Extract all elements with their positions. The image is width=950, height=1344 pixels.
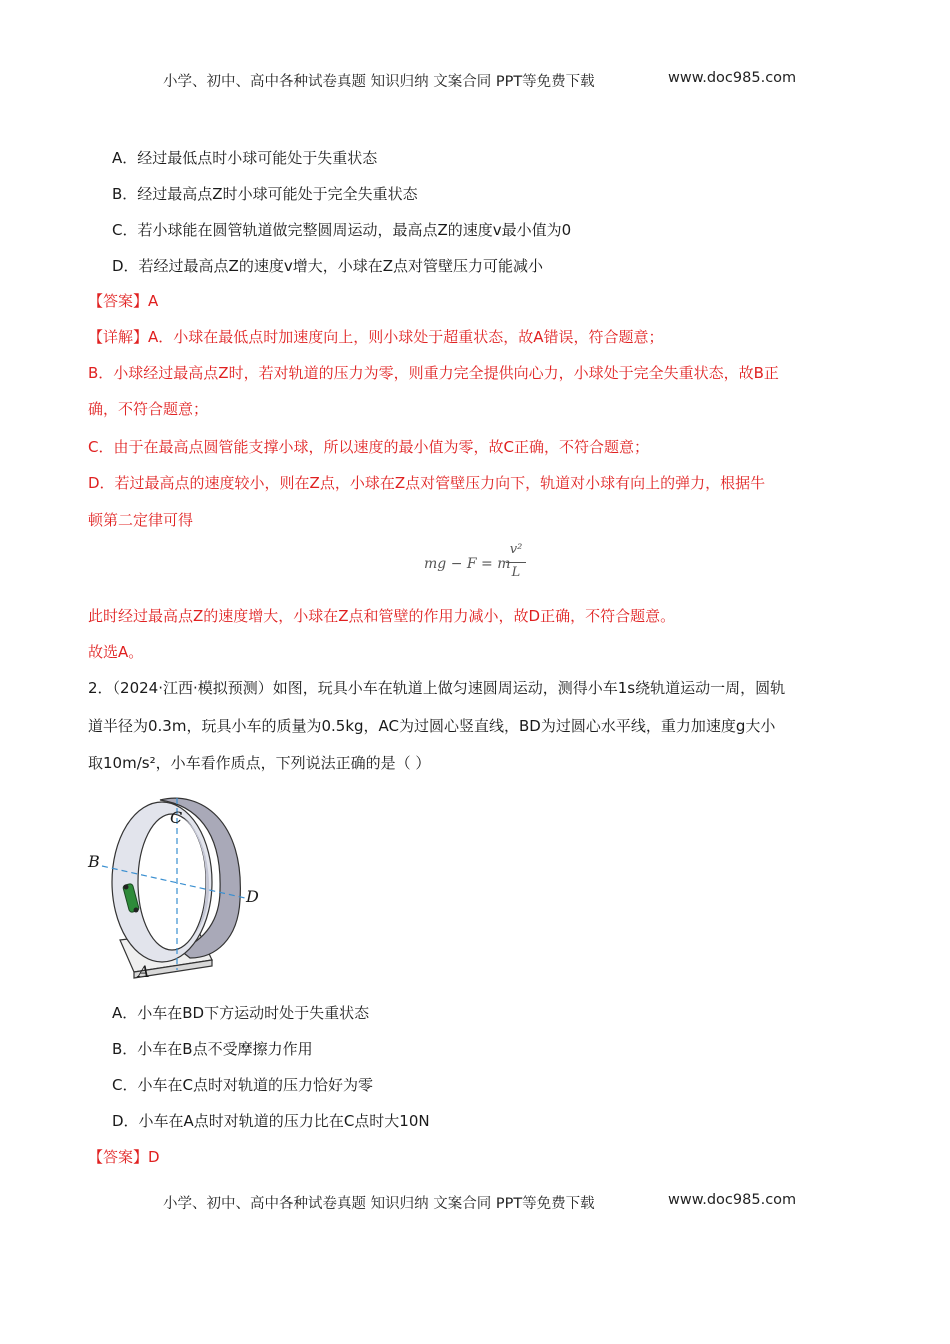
label-d: D bbox=[246, 887, 259, 906]
formula-numerator: v² bbox=[509, 542, 523, 557]
label-b: B bbox=[88, 852, 100, 871]
q1-option-c: C．若小球能在圆管轨道做完整圆周运动，最高点Z的速度v最小值为0 bbox=[112, 221, 572, 239]
q2-option-a: A．小车在BD下方运动时处于失重状态 bbox=[112, 1004, 370, 1022]
q1-detail-line3: 确，不符合题意； bbox=[88, 400, 209, 418]
header-text: 小学、初中、高中各种试卷真题 知识归纳 文案合同 PPT等免费下载 bbox=[163, 74, 595, 90]
label-a: A bbox=[138, 962, 150, 981]
q2-option-d: D．小车在A点时对轨道的压力比在C点时大10N bbox=[112, 1112, 430, 1130]
header-link[interactable]: www.doc985.com bbox=[668, 70, 797, 86]
formula-denominator: L bbox=[511, 565, 521, 580]
q2-stem-line3: 取10m/s²，小车看作质点，下列说法正确的是（ ） bbox=[88, 754, 431, 772]
q1-detail-line6: 顿第二定律可得 bbox=[88, 511, 194, 529]
q1-detail-line7: 此时经过最高点Z的速度增大，小球在Z点和管壁的作用力减小，故D正确，不符合题意。 bbox=[88, 607, 676, 625]
footer-link[interactable]: www.doc985.com bbox=[668, 1192, 797, 1208]
q1-option-d: D．若经过最高点Z的速度v增大，小球在Z点对管壁压力可能减小 bbox=[112, 257, 543, 275]
q1-detail-line2: B．小球经过最高点Z时，若对轨道的压力为零，则重力完全提供向心力，小球处于完全失重状态，故B正 bbox=[88, 364, 779, 382]
q1-detail-line4: C．由于在最高点圆管能支撑小球，所以速度的最小值为零，故C正确，不符合题意； bbox=[88, 438, 649, 456]
q2-stem-line2: 道半径为0.3m，玩具小车的质量为0.5kg，AC为过圆心竖直线，BD为过圆心水平线，重力加速度g大小 bbox=[88, 717, 776, 735]
q2-option-b: B．小车在B点不受摩擦力作用 bbox=[112, 1040, 313, 1058]
q2-answer: 【答案】D bbox=[88, 1148, 160, 1166]
footer-text: 小学、初中、高中各种试卷真题 知识归纳 文案合同 PPT等免费下载 bbox=[163, 1196, 595, 1212]
q2-option-c: C．小车在C点时对轨道的压力恰好为零 bbox=[112, 1076, 373, 1094]
q1-detail-line8: 故选A。 bbox=[88, 643, 144, 661]
formula-left: mg − F = m bbox=[424, 556, 511, 572]
label-c: C bbox=[170, 808, 183, 827]
q1-option-b: B．经过最高点Z时小球可能处于完全失重状态 bbox=[112, 185, 418, 203]
q1-detail-line1: 【详解】A．小球在最低点时加速度向上，则小球处于超重状态，故A错误，符合题意； bbox=[88, 328, 664, 346]
q2-stem-line1: 2．（2024·江西·模拟预测）如图，玩具小车在轨道上做匀速圆周运动，测得小车1s绕轨道运动一周，圆轨 bbox=[88, 679, 786, 697]
q1-detail-line5: D．若过最高点的速度较小，则在Z点，小球在Z点对管壁压力向下，轨道对小球有向上的弹力，根据牛 bbox=[88, 474, 766, 492]
loop-track-figure bbox=[80, 790, 280, 990]
q1-option-a: A．经过最低点时小球可能处于失重状态 bbox=[112, 149, 378, 167]
q1-answer: 【答案】A bbox=[88, 292, 159, 310]
